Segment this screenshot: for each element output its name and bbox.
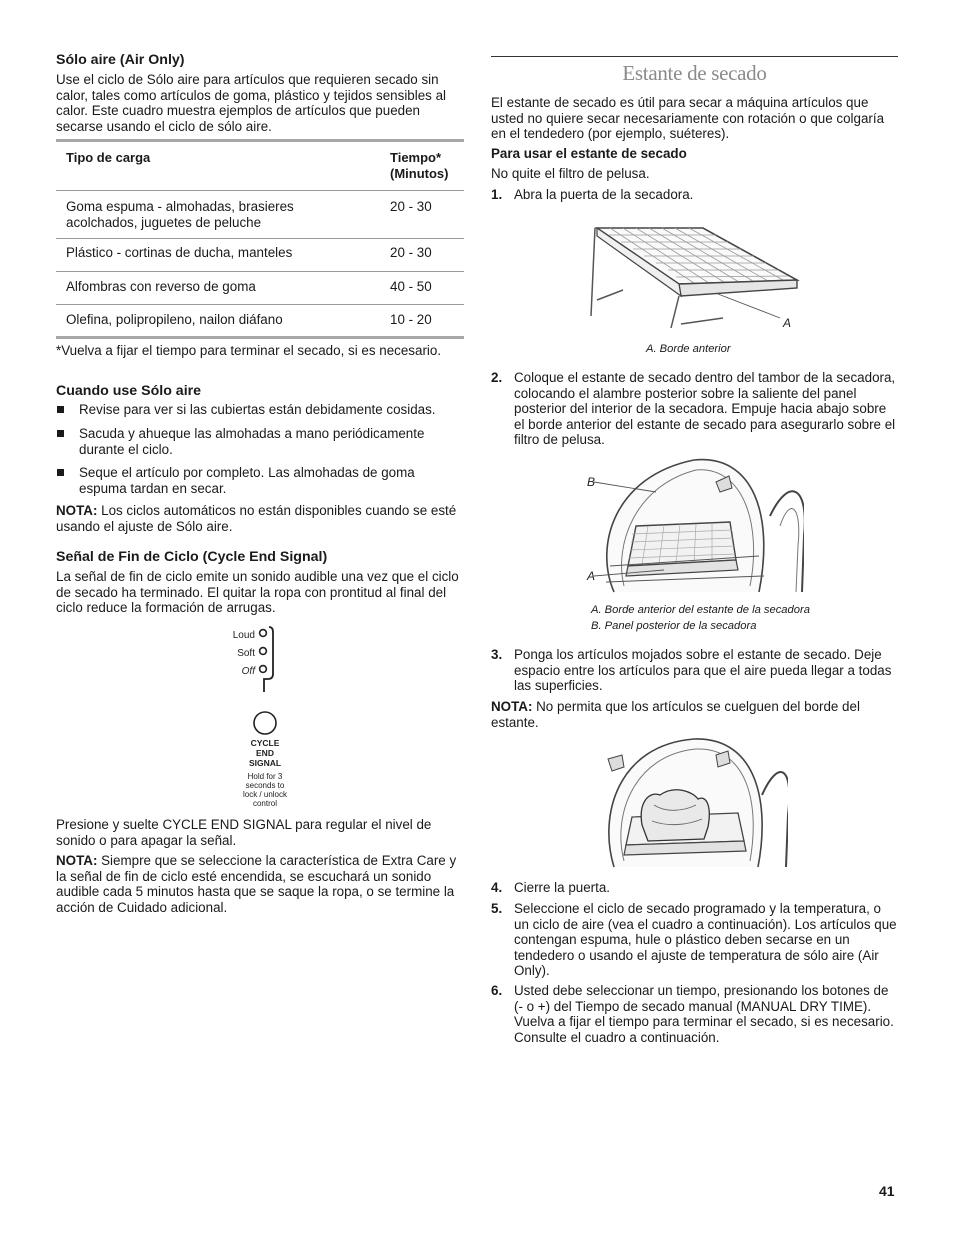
table-cell-time: 20 - 30 (390, 245, 432, 260)
table-cell-time: 40 - 50 (390, 279, 432, 294)
signal-label-3: SIGNAL (248, 758, 282, 768)
bullet-text: Revise para ver si las cubiertas están debidamente cosidas. (79, 402, 436, 417)
rack-grid (628, 522, 736, 566)
figure-caption-b: B. Panel posterior de la secadora (591, 620, 757, 632)
label-b: B (587, 475, 596, 489)
label-a: A (783, 316, 792, 330)
level-bracket-icon (264, 627, 273, 692)
soft-label: Soft (237, 648, 255, 659)
dryer-door-edge (762, 772, 788, 867)
rack-intro: El estante de secado es útil para secar a máquina artículos que usted no quiere secar necesariamente con rotación o que colgaría en el tendedero (por ejemplo, suéteres). (491, 95, 885, 142)
items-on-rack-figure (598, 735, 788, 870)
step-text: Cierre la puerta. (514, 880, 611, 895)
bullet-text: Sacuda y ahueque las almohadas a mano periódicamente durante el ciclo. (79, 426, 425, 457)
press-text: Presione y suelte CYCLE END SIGNAL para regular el nivel de sonido o para apagar la señal. (56, 817, 432, 848)
table-cell-load: Alfombras con reverso de goma (66, 279, 256, 294)
when-heading: Cuando use Sólo aire (56, 383, 202, 399)
hold-label-4: control (252, 799, 278, 808)
table-row (56, 239, 464, 272)
off-indicator-icon (260, 666, 267, 673)
loud-indicator-icon (260, 630, 267, 637)
drying-rack-figure (583, 220, 813, 335)
step-text: Usted debe seleccionar un tiempo, presionando los botones de (- o +) del Tiempo de secado manual (MANUAL DRY TIME). Vuelva a fijar el tiempo para terminar el secado, si es necesario. Consulte el cuadro a continuación. (514, 983, 894, 1045)
table-row (56, 305, 464, 339)
rack-leg-brace (597, 290, 623, 300)
step-number: 2. (491, 370, 503, 385)
figure-caption-a: A. Borde anterior del estante de la secadora (591, 604, 810, 616)
table-row (56, 191, 464, 239)
section-rule (491, 56, 898, 57)
hold-label-3: lock / unlock (242, 790, 288, 799)
page-number: 41 (879, 1183, 895, 1199)
note-text: No permita que los artículos se cuelguen del borde del estante. (491, 699, 860, 730)
table-cell-time: 20 - 30 (390, 199, 432, 214)
table-header-time (390, 150, 464, 181)
table-header-time-2: (Minutos) (390, 165, 449, 181)
label-a: A (587, 569, 596, 583)
signal-label-2: END (256, 748, 274, 758)
bullet-square-icon (57, 406, 64, 413)
section-title: Estante de secado (622, 61, 767, 85)
step-number: 3. (491, 647, 503, 662)
note-label: NOTA: (56, 853, 98, 868)
table-cell-time: 10 - 20 (390, 312, 432, 327)
table-cell-load: Goma espuma - almohadas, brasieres acolchados, juguetes de peluche (66, 199, 294, 230)
signal-heading: Señal de Fin de Ciclo (Cycle End Signal) (56, 549, 328, 565)
table-header-row (56, 142, 464, 191)
bullet-square-icon (57, 469, 64, 476)
hold-label-1: Hold for 3 (247, 772, 283, 781)
step-number: 5. (491, 901, 503, 916)
note-label: NOTA: (491, 699, 533, 714)
step-number: 4. (491, 880, 503, 895)
use-heading: Para usar el estante de secado (491, 146, 687, 161)
bullet-text: Seque el artículo por completo. Las almohadas de goma espuma tardan en secar. (79, 465, 415, 496)
table-row (56, 272, 464, 305)
bullet-square-icon (57, 430, 64, 437)
air-only-table (56, 139, 464, 339)
step-text: Seleccione el ciclo de secado programado y la temperatura, o un ciclo de aire (vea el cuadro a continuación). Los artículos que contengan espuma, hule o plástico deben secarse en un tendedero o usando el ajuste de temperatura de sólo aire (Air Only). (514, 901, 897, 979)
step-text: Abra la puerta de la secadora. (514, 187, 694, 202)
dryer-door-edge (770, 491, 804, 592)
table-header-load: Tipo de carga (66, 150, 151, 165)
step-text: Ponga los artículos mojados sobre el estante de secado. Deje espacio entre los artículos para que el aire pueda llegar a todas las superficies. (514, 647, 892, 694)
step-number: 1. (491, 187, 503, 202)
drum-baffle (608, 755, 624, 771)
cycle-end-signal-button (254, 712, 276, 734)
note-text: Los ciclos automáticos no están disponibles cuando se esté usando el ajuste de Sólo aire. (56, 503, 457, 534)
hold-label-2: seconds to (245, 781, 285, 790)
no-remove-text: No quite el filtro de pelusa. (491, 166, 650, 181)
note-air-only (56, 503, 464, 534)
rack-leg (591, 228, 595, 316)
leader-line-a (718, 294, 780, 318)
table-cell-load: Olefina, polipropileno, nailon diáfano (66, 312, 283, 327)
note-label: NOTA: (56, 503, 98, 518)
note-rack-edge (491, 699, 898, 730)
rack-front-leg (671, 296, 723, 328)
air-only-intro: Use el ciclo de Sólo aire para artículos que requieren secado sin calor, tales como artículos de goma, plástico y tejidos sensibles al calor. Este cuadro muestra ejemplos de artículos que pueden secarse usando el ciclo de sólo aire. (56, 72, 447, 134)
figure-caption: A. Borde anterior (646, 343, 731, 355)
signal-label-1: CYCLE (250, 738, 280, 748)
air-only-heading: Sólo aire (Air Only) (56, 52, 185, 68)
step-text: Coloque el estante de secado dentro del tambor de la secadora, colocando el alambre posterior sobre la saliente del panel posterior del interior de la secadora. Empuje hacia abajo sobre el borde anterior del estante de secado para asegurarlo sobre el filtro de pelusa. (514, 370, 896, 448)
dryer-door-inner (780, 509, 799, 592)
signal-text: La señal de fin de ciclo emite un sonido audible una vez que el ciclo de secado ha terminado. El quitar la ropa con prontitud al final del ciclo reduce la formación de arrugas. (56, 569, 459, 616)
note-text: Siempre que se seleccione la característica de Extra Care y la señal de fin de ciclo esté encendida, se escuchará un sonido audible cada 5 minutos hasta que se saque la ropa, o se termine la acción de Cuidado adicional. (56, 853, 457, 915)
note-extra-care (56, 853, 464, 915)
cycle-end-signal-control (224, 622, 304, 810)
table-header-time-1: Tiempo* (390, 150, 442, 165)
soft-indicator-icon (260, 648, 267, 655)
rack-in-drum-figure (584, 456, 804, 596)
off-label: Off (241, 666, 255, 677)
table-cell-load: Plástico - cortinas de ducha, manteles (66, 245, 293, 260)
step-number: 6. (491, 983, 503, 998)
table-footnote: *Vuelva a fijar el tiempo para terminar el secado, si es necesario. (56, 343, 442, 358)
loud-label: Loud (232, 630, 255, 641)
